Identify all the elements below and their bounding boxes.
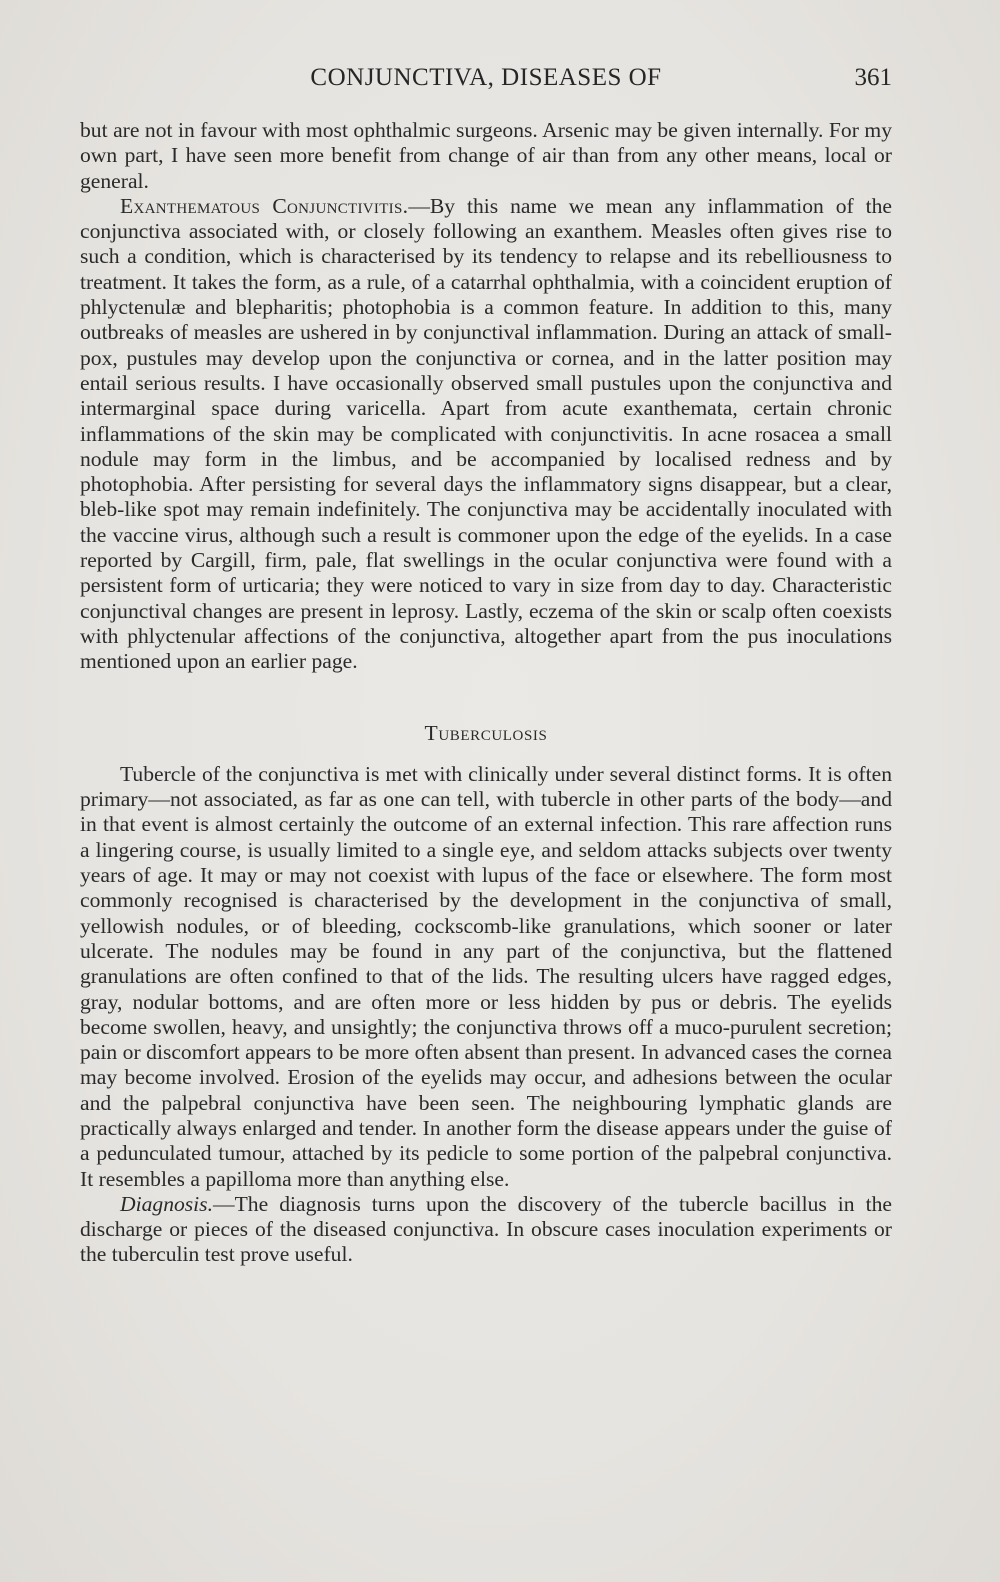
diagnosis-label: Diagnosis.	[120, 1191, 213, 1216]
tuberculosis-paragraph: Tubercle of the conjunctiva is met with clinically under several distinct forms. It is often primary—not associated, as far as one can tell, with tubercle in other parts of the body—and in that event is almost certainly the outcome of an external infection. This rare affection runs a lingering course, is usually limited to a single eye, and seldom attacks subjects over twenty years of age. It may or may not coexist with lupus of the face or elsewhere. The form most commonly recognised is characterised by the development in the conjunctiva of small, yellowish nodules, or of bleeding, cockscomb-like granulations, which sooner or later ulcerate. The nodules may be found in any part of the conjunctiva, but the flattened granulations are often confined to that of the lids. The resulting ulcers have ragged edges, gray, nodular bottoms, and are often more or less hidden by pus or debris. The eyelids become swollen, heavy, and unsightly; the conjunctiva throws off a muco-purulent secretion; pain or discomfort appears to be more often absent than present. In advanced cases the cornea may become involved. Erosion of the eyelids may occur, and adhesions between the ocular and the palpebral conjunctiva have been seen. The neighbouring lymphatic glands are practically always enlarged and tender. In another form the disease appears under the guise of a pedunculated tumour, attached by its pedicle to some portion of the palpebral conjunctiva. It resembles a papilloma more than anything else.	[80, 761, 892, 1191]
page-number: 361	[854, 64, 892, 91]
diagnosis-text: —The diagnosis turns upon the discovery of the tubercle bacillus in the discharge or pieces of the diseased conjunctiva. In obscure cases inoculation experiments or the tuberculin test prove useful.	[80, 1191, 892, 1267]
running-head	[80, 64, 892, 98]
body-text	[80, 118, 892, 1268]
exanthematous-text: —By this name we mean any inflammation of the conjunctiva associated with, or closely following an exanthem. Measles often gives rise to such a condition, which is characterised by its tendency to relapse and its rebelliousness to treatment. It takes the form, as a rule, of a catarrhal ophthalmia, with a coincident eruption of phlyctenulæ and blepharitis; photophobia is a common feature. In addition to this, many outbreaks of measles are ushered in by conjunctival inflammation. During an attack of small-pox, pustules may develop upon the conjunctiva or cornea, and in the latter position may entail serious results. I have occasionally observed small pustules upon the conjunctiva and intermarginal space during varicella. Apart from acute exanthemata, certain chronic inflammations of the skin may be complicated with conjunctivitis. In acne rosacea a small nodule may form in the limbus, and be accompanied by localised redness and by photophobia. After persisting for several days the inflammatory signs disappear, but a clear, bleb-like spot may remain indefinitely. The conjunctiva may be accidentally inoculated with the vaccine virus, although such a result is commoner upon the edge of the eyelids. In a case reported by Cargill, firm, pale, flat swellings in the ocular conjunctiva were found with a persistent form of urticaria; they were noticed to vary in size from day to day. Characteristic conjunctival changes are present in leprosy. Lastly, eczema of the skin or scalp often coexists with phlyctenular affections of the conjunctiva, altogether apart from the pus inoculations mentioned upon an earlier page.	[80, 193, 892, 674]
exanthematous-heading: Exanthematous Conjunctivitis.	[120, 193, 409, 218]
tuberculosis-heading: Tuberculosis	[424, 720, 548, 745]
diagnosis-paragraph	[80, 1192, 892, 1268]
continuation-paragraph: but are not in favour with most ophthalmic surgeons. Arsenic may be given internally. For my own part, I have seen more benefit from change of air than from any other means, local or general.	[80, 118, 892, 193]
exanthematous-paragraph	[80, 194, 892, 675]
running-title: CONJUNCTIVA, DISEASES OF	[310, 64, 662, 91]
